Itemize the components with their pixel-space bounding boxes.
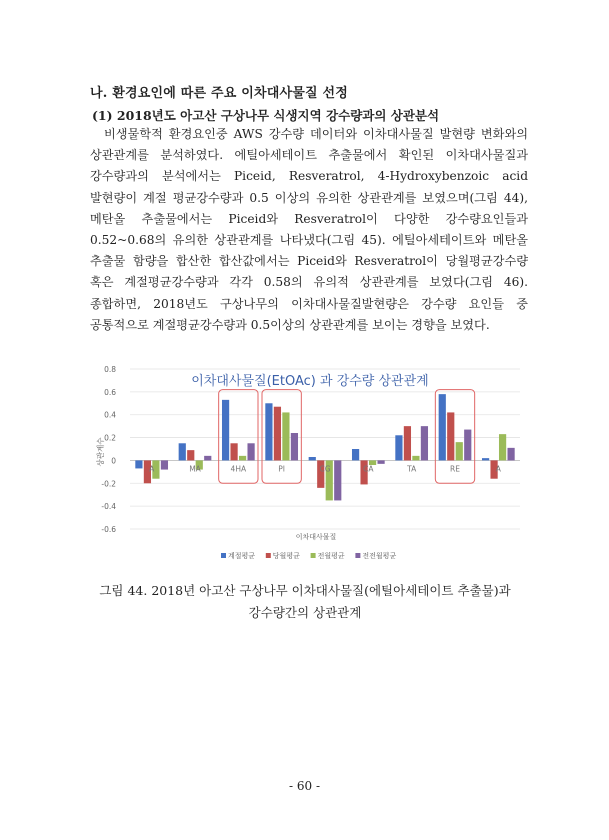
y-tick-label: -0.4: [101, 502, 116, 512]
highlight-boxes: [219, 390, 475, 484]
bar: [395, 435, 402, 460]
legend-label: 전전월평균: [362, 552, 397, 560]
y-tick-label: 0.2: [104, 433, 116, 443]
chart-legend: [221, 551, 396, 560]
y-tick-label: 0.6: [104, 387, 116, 397]
bar: [404, 426, 411, 460]
bar: [204, 456, 211, 461]
bar: [230, 443, 237, 460]
legend-label: 계절평균: [228, 552, 256, 560]
y-tick-label: 0: [111, 456, 116, 466]
legend-label: 당월평균: [272, 552, 300, 560]
legend-label: 전월평균: [317, 552, 345, 560]
bar: [135, 460, 142, 468]
y-axis-label: 상관계수: [96, 437, 105, 467]
bar: [507, 448, 514, 461]
x-category-label: MA: [189, 464, 201, 474]
bar: [377, 460, 384, 463]
bar: [352, 449, 359, 460]
legend-swatch: [355, 553, 360, 558]
bar: [464, 430, 471, 461]
page-number: - 60 -: [288, 779, 320, 793]
bar: [265, 403, 272, 460]
x-category-label: A: [149, 464, 155, 474]
bar: [161, 460, 168, 469]
bar: [274, 407, 281, 461]
bars: [135, 394, 514, 500]
bar: [421, 426, 428, 460]
y-tick-label: -0.6: [101, 525, 116, 534]
section-title: 나. 환경요인에 따른 주요 이차대사물질 선정: [90, 86, 348, 101]
figure-caption-line2: 강수량간의 상관관계: [248, 605, 362, 620]
x-category-label: CG: [319, 464, 331, 474]
legend-swatch: [266, 553, 271, 558]
body-paragraph: 비생물학적 환경요인중 AWS 강수량 데이터와 이차대사물질 발현량 변화와의 상관관계를 분석하였다. 에틸아세테이트 추출물에서 확인된 이차대사물질과 강수량과의 분석에서는 Piceid, Resveratrol, 4-Hydroxybenzoic acid 발현량이 계절 평균강수량과 0.5 이상의 유의한 상관관계를 보였으며(그림 44), 메탄올 추출물에서는 Piceid와 Resveratrol이 다양한 강수량요인들과 0.52~0.68의 유의한 상관관계를 나타냈다(그림 45). 에틸아세테이트와 메탄올 추출물 함량을 합산한 합산값에서는 Piceid와 Resveratrol이 당월평균강수량 혹은 계절평균강수량과 각각 0.58의 유의적 상관관계를 보였다(그림 46). 종합하면, 2018년도 구상나무의 이차대사물질발현량은 강수량 요인들 중 공통적으로 계절평균강수량과 0.5이상의 상관관계를 보이는 경향을 보였다.: [90, 127, 528, 332]
y-tick-label: -0.2: [101, 479, 116, 489]
x-category-label: CA: [363, 464, 374, 474]
bar: [412, 456, 419, 461]
x-category-label: RE: [450, 464, 460, 474]
bar: [239, 456, 246, 461]
y-tick-label: 0.8: [104, 365, 116, 374]
bar: [439, 394, 446, 460]
bar: [187, 450, 194, 460]
chart-title: 이차대사물질(EtOAc) 과 강수량 상관관계: [191, 374, 429, 389]
x-category-label: PI: [278, 464, 286, 474]
legend-swatch: [221, 553, 226, 558]
bar: [247, 443, 254, 460]
bar: [447, 412, 454, 460]
bar: [222, 400, 229, 461]
y-tick-label: 0.4: [104, 410, 116, 420]
x-axis-label: 이차대사물질: [295, 533, 337, 541]
figure-caption-line1: 그림 44. 2018년 아고산 구상나무 이차대사물질(에틸아세테이트 추출물)과: [99, 583, 511, 598]
bar: [482, 458, 489, 460]
subsection-title: (1) 2018년도 아고산 구상나무 식생지역 강수량과의 상관분석: [92, 108, 440, 123]
correlation-bar-chart: [90, 357, 530, 567]
figure-caption: [70, 580, 540, 624]
bar: [309, 457, 316, 460]
x-category-label: TA: [407, 464, 417, 474]
bar: [334, 460, 341, 500]
bar: [291, 433, 298, 460]
x-category-label: A: [495, 464, 501, 474]
bar: [499, 434, 506, 460]
bar: [456, 442, 463, 460]
x-category-label: 4HA: [230, 464, 247, 474]
legend-swatch: [311, 553, 316, 558]
bar: [282, 412, 289, 460]
bar: [179, 443, 186, 460]
